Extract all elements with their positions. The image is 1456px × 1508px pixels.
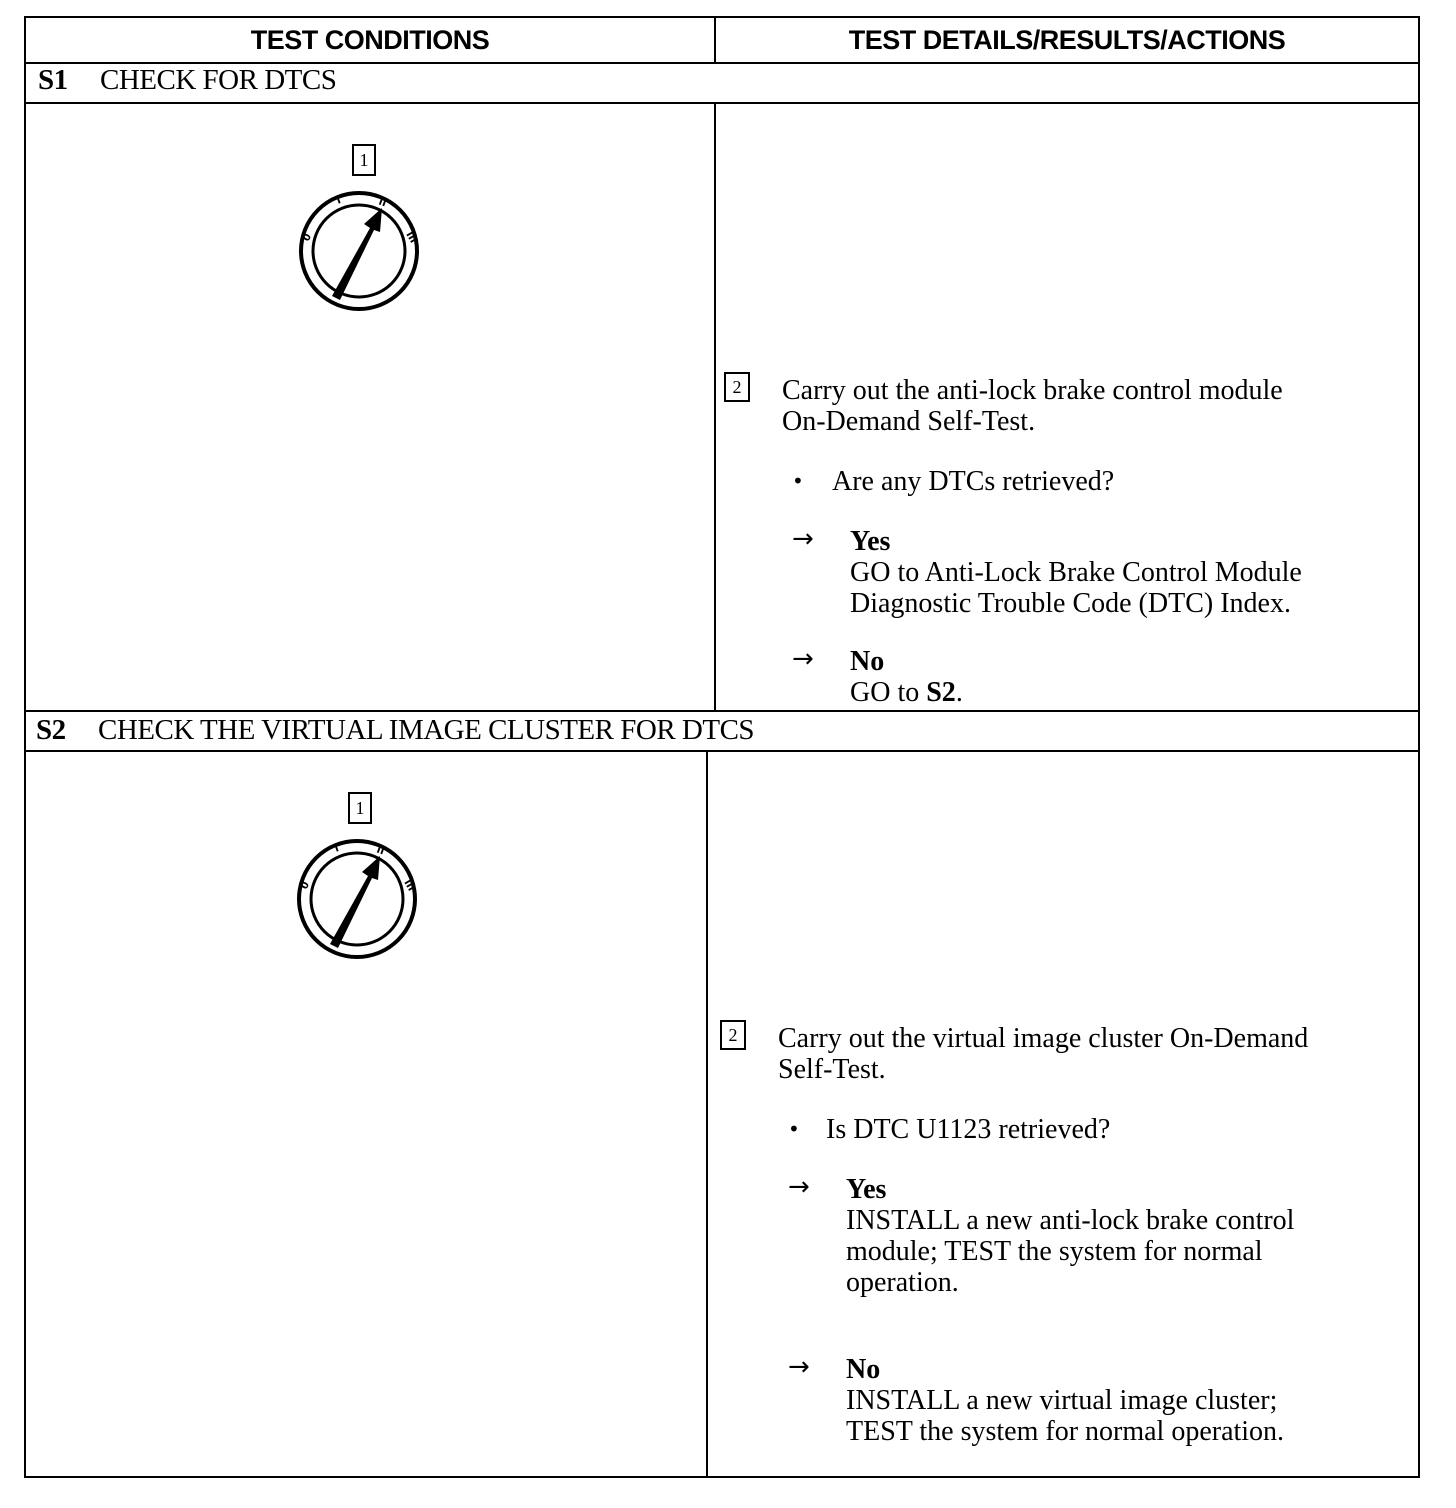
step-title-s1 xyxy=(38,64,336,97)
detail-label-2: 2 xyxy=(720,1020,746,1050)
diagnostic-test-table xyxy=(24,16,1420,1478)
column-divider xyxy=(714,104,716,712)
svg-text:II: II xyxy=(374,844,386,858)
condition-label-1: 1 xyxy=(348,792,372,824)
ignition-switch-run-icon xyxy=(292,834,422,964)
arrow-right-icon: → xyxy=(792,644,814,674)
ignition-switch-run-icon xyxy=(294,186,424,316)
step-title-text: CHECK THE VIRTUAL IMAGE CLUSTER FOR DTCS xyxy=(98,714,755,746)
step-title-s2 xyxy=(36,714,754,747)
header-test-details: TEST DETAILS/RESULTS/ACTIONS xyxy=(848,24,1286,55)
arrow-right-icon: → xyxy=(788,1172,810,1202)
question-text: Are any DTCs retrieved? xyxy=(832,466,1115,497)
header-test-conditions: TEST CONDITIONS xyxy=(250,24,490,55)
yes-result: Yes GO to Anti-Lock Brake Control Module Diagnostic Trouble Code (DTC) Index. xyxy=(850,526,1302,619)
step-title-rule xyxy=(26,102,1418,104)
no-result: No GO to S2. xyxy=(850,646,963,708)
step-title-rule xyxy=(26,750,1418,752)
svg-text:I: I xyxy=(335,195,343,207)
svg-text:III: III xyxy=(403,230,419,246)
column-divider xyxy=(706,752,708,1476)
instruction-text: Carry out the anti-lock brake control module On-Demand Self-Test. xyxy=(782,375,1283,437)
step-number: S2 xyxy=(36,714,66,746)
bullet-icon: • xyxy=(788,1117,800,1141)
step-divider-rule xyxy=(26,710,1418,712)
step-title-text: CHECK FOR DTCS xyxy=(100,64,337,96)
svg-text:II: II xyxy=(376,196,388,210)
svg-text:III: III xyxy=(401,878,417,894)
arrow-right-icon: → xyxy=(788,1352,810,1382)
step-link-s2[interactable]: S2 xyxy=(926,677,956,708)
detail-label-2: 2 xyxy=(724,372,750,402)
svg-text:I: I xyxy=(333,843,341,855)
svg-text:0: 0 xyxy=(299,879,313,892)
question-text: Is DTC U1123 retrieved? xyxy=(826,1114,1111,1145)
no-result: No INSTALL a new virtual image cluster; TEST the system for normal operation. xyxy=(846,1354,1285,1447)
step-number: S1 xyxy=(38,64,68,96)
yes-result: Yes INSTALL a new anti-lock brake control module; TEST the system for normal operation. xyxy=(846,1174,1295,1298)
svg-text:0: 0 xyxy=(301,231,315,244)
arrow-right-icon: → xyxy=(792,524,814,554)
instruction-text: Carry out the virtual image cluster On-Demand Self-Test. xyxy=(778,1023,1309,1085)
bullet-icon: • xyxy=(792,469,804,493)
condition-label-1: 1 xyxy=(352,144,376,176)
